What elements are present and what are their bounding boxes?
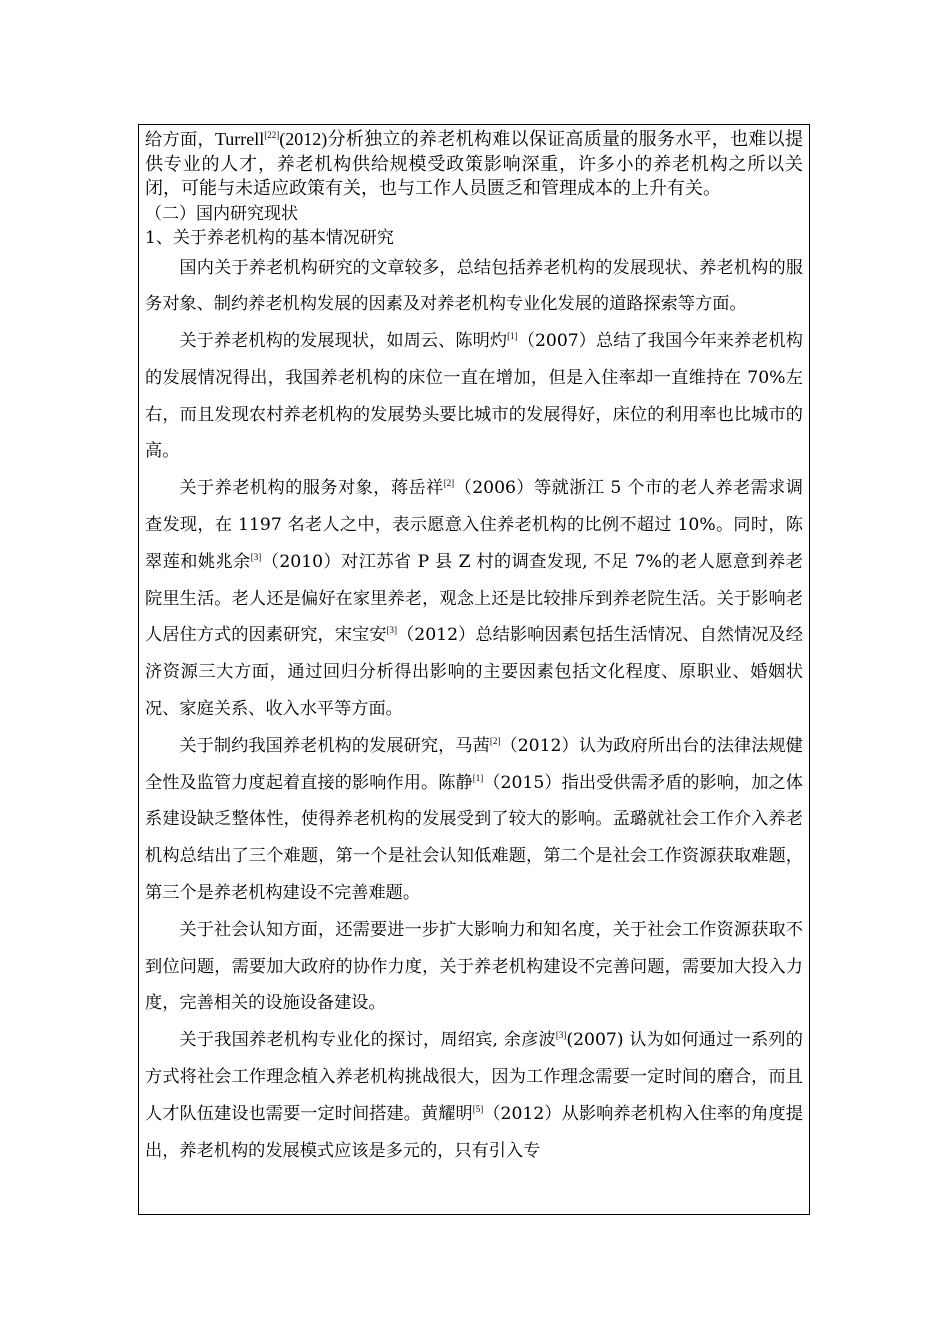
text-span: （2007）总结了我国今年来养老机构的发展情况得出，我国养老机构的床位一直在增加，但是入住率却一直维持在 70%左右，而且发现农村养老机构的发展势头要比城市的发展得好，床位的利用率也比城市的高。	[145, 331, 803, 462]
text-span: (2007) 认为如何通过一系列的方式将社会工作理念植入养老机构挑战很大，因为工作理念需要一定时间的磨合，而且人才队伍建设也需要一定时间搭建。黄耀明	[145, 1030, 803, 1124]
paragraph-5: 关于社会认知方面，还需要进一步扩大影响力和知名度，关于社会工作资源获取不到位问题，需要加大政府的协作力度，关于养老机构建设不完善问题，需要加大投入力度，完善相关的设施设备建设。	[145, 919, 803, 1014]
text-span: （2012）总结影响因素包括生活情况、自然情况及经济资源三大方面，通过回归分析得出影响的主要因素包括文化程度、原职业、婚姻状况、家庭关系、收入水平等方面。	[145, 625, 803, 720]
text-span: (2012)分析独立的养老机构难以保证高质量的服务水平，也难以提供专业的人才，养老机构供给规模受政策影响深重，许多小的养老机构之所以关闭，可能与未适应政策有关，也与工作人员匮乏和管理成本的上升有关。	[145, 129, 803, 198]
citation-ref: [3]	[555, 1030, 567, 1041]
citation-ref: [3]	[386, 625, 397, 636]
text-span: （2015）指出受供需矛盾的影响，加之体系建设缺乏整体性，使得养老机构的发展受到了较大的影响。孟璐就社会工作介入养老机构总结出了三个难题，第一个是社会认知低难题，第二个是社会工作资源获取难题，第三个是养老机构建设不完善难题。	[145, 772, 803, 904]
paragraph-4	[145, 728, 803, 912]
citation-ref: [5]	[472, 1103, 484, 1114]
text-span: 关于养老机构的服务对象，蒋岳祥	[179, 478, 444, 499]
cell-content	[139, 125, 809, 1169]
citation-ref: [1]	[472, 772, 484, 783]
citation-ref: [2]	[443, 478, 455, 489]
text-span: 给方面，	[145, 130, 215, 150]
text-span: （2010）对江苏省 P 县 Z 村的调查发现, 不足 7%的老人愿意到养老院里生活。老人还是偏好在家里养老，观念上还是比较排斥到养老院生活。关于影响老人居住方式的因素研究，宋宝安	[145, 551, 803, 646]
paragraph-2	[145, 323, 803, 470]
citation-ref: [3]	[250, 551, 262, 562]
citation-ref: [2]	[489, 735, 501, 746]
intro-paragraph	[145, 128, 803, 202]
author-name: Turrell	[214, 129, 265, 149]
paragraph-1: 国内关于养老机构研究的文章较多，总结包括养老机构的发展现状、养老机构的服务对象、制约养老机构发展的因素及对养老机构专业化发展的道路探索等方面。	[145, 257, 803, 315]
document-table-cell	[138, 124, 810, 1215]
text-span: 关于制约我国养老机构的发展研究，马茜	[179, 735, 490, 756]
text-span: 关于养老机构的发展现状，如周云、陈明灼	[179, 331, 508, 352]
text-span: （2006）等就浙江 5 个市的老人养老需求调查发现，在 1197 名老人之中，表示愿意入住养老机构的比例不超过 10%。同时，陈翠莲和姚兆余	[145, 478, 803, 572]
paragraph-3	[145, 470, 803, 728]
text-span: （2012）认为政府所出台的法律法规健全性及监管力度起着直接的影响作用。陈静	[145, 735, 803, 793]
subsection-heading: 1、关于养老机构的基本情况研究	[145, 227, 394, 248]
text-span: 关于我国养老机构专业化的探讨，周绍宾, 余彦波	[179, 1030, 556, 1051]
citation-ref: [1]	[507, 331, 518, 342]
section-heading: （二）国内研究现状	[145, 203, 298, 224]
text-span: （2012）从影响养老机构入住率的角度提出，养老机构的发展模式应该是多元的，只有引入专	[145, 1103, 803, 1161]
paragraph-6	[145, 1022, 803, 1169]
citation-ref: [22]	[264, 130, 280, 140]
